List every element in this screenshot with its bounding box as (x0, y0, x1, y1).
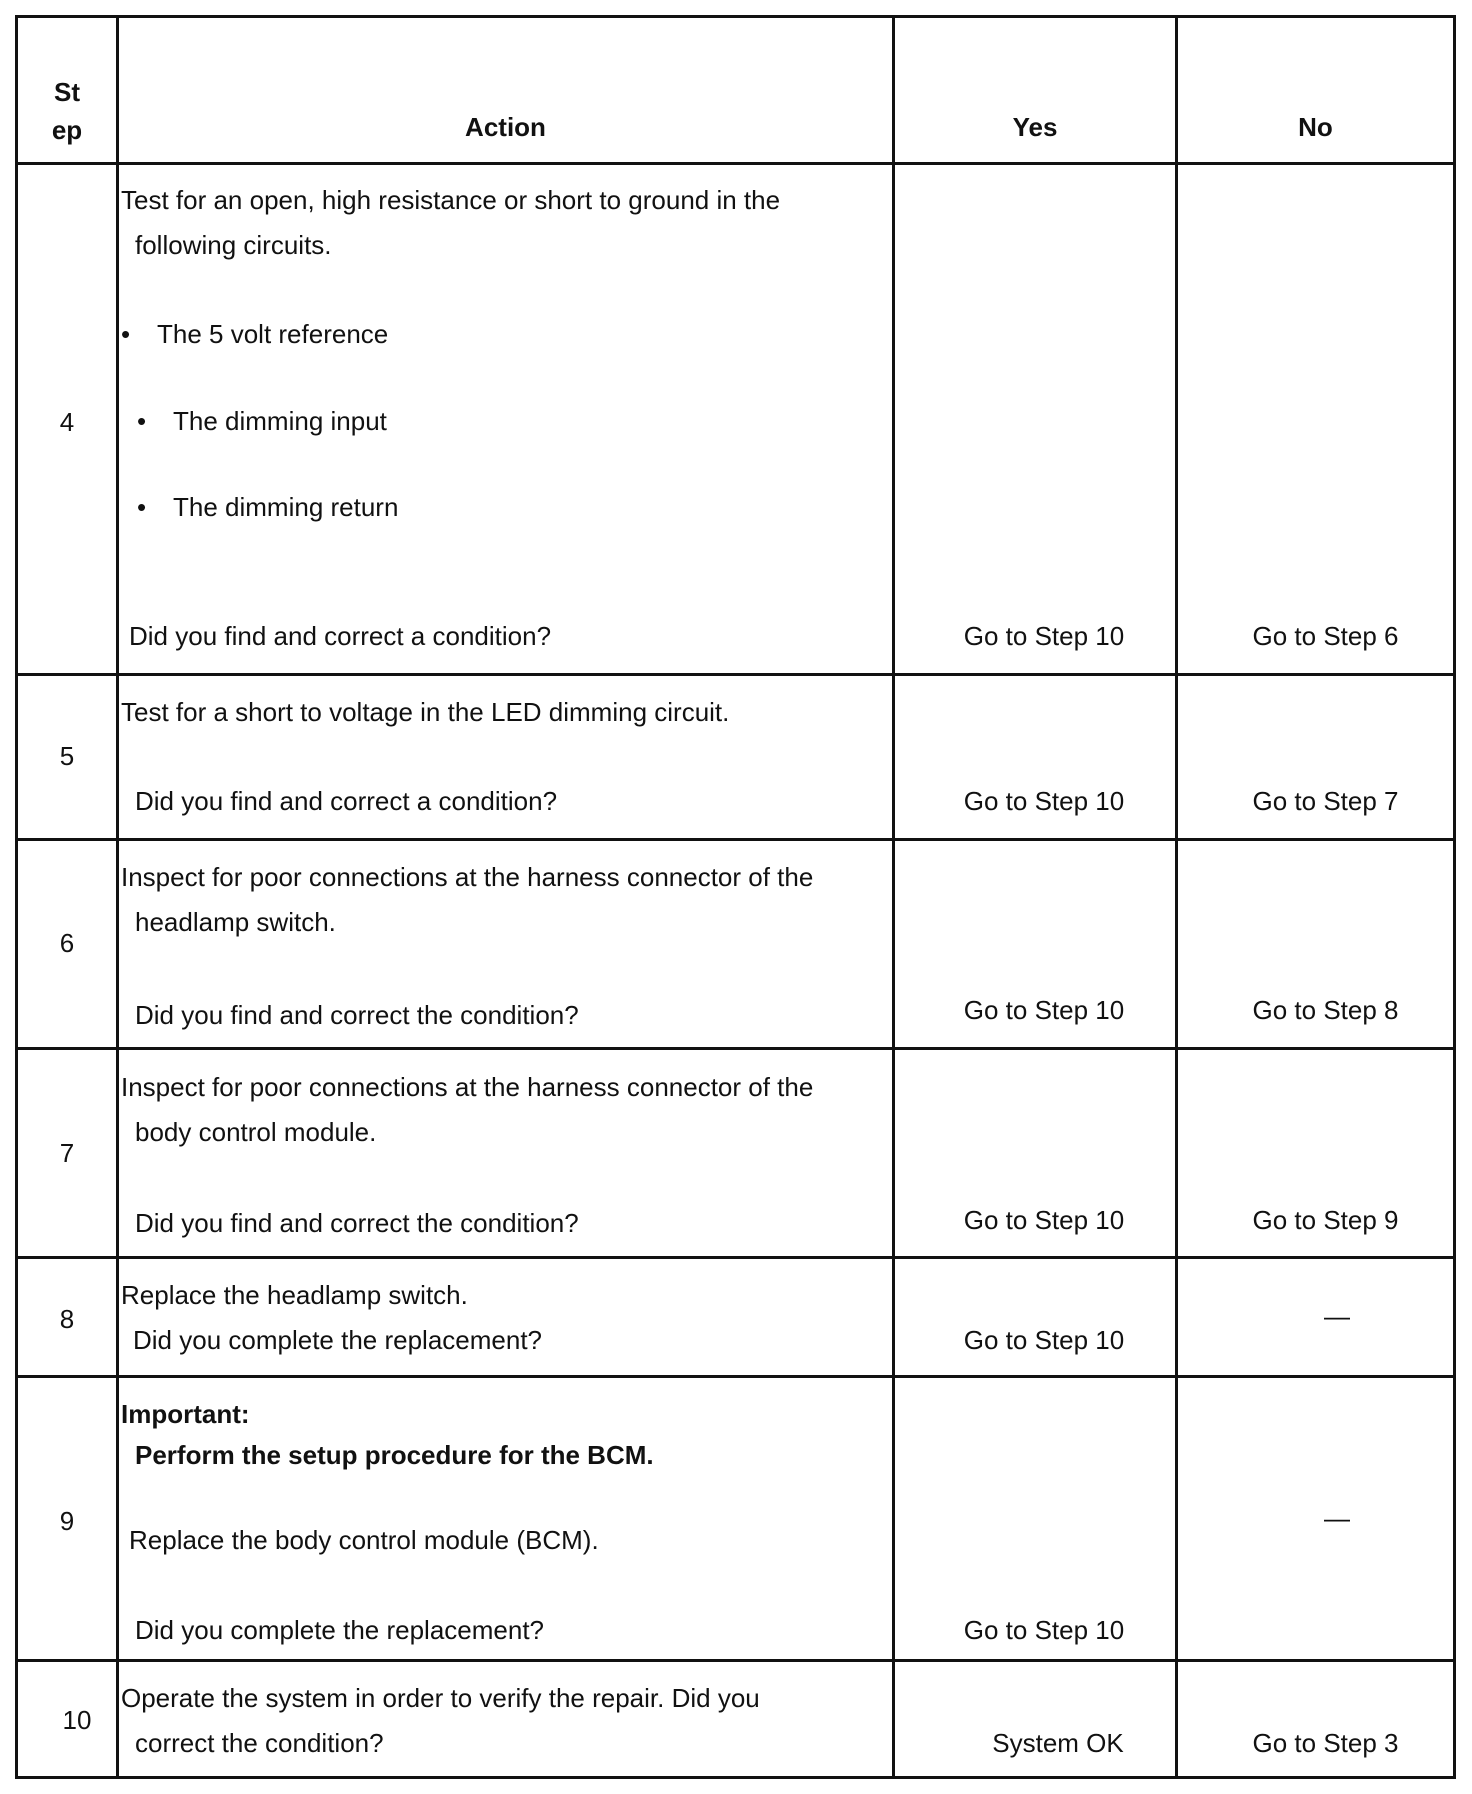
header-yes: Yes (1012, 112, 1058, 142)
action-text: Test for an open, high resistance or short to ground in the (121, 185, 781, 215)
question-text: Did you find and correct a condition? (129, 621, 552, 651)
step-number: 9 (59, 1506, 75, 1536)
bullet-item: The dimming return (173, 492, 399, 522)
yes-result: Go to Step 10 (963, 1615, 1125, 1645)
important-label: Important: (121, 1399, 250, 1429)
question-text: Did you complete the replacement? (135, 1615, 545, 1645)
table-border-top (15, 15, 1456, 18)
bullet-icon: • (137, 492, 147, 522)
no-result: Go to Step 6 (1252, 621, 1399, 651)
action-text: Replace the headlamp switch. (121, 1280, 468, 1310)
action-text: body control module. (135, 1117, 377, 1147)
action-text: headlamp switch. (135, 907, 336, 937)
step-number: 8 (59, 1304, 75, 1334)
action-text: Inspect for poor connections at the harness connector of the (121, 1072, 814, 1102)
action-text: Inspect for poor connections at the harness connector of the (121, 862, 814, 892)
yes-result: Go to Step 10 (963, 1325, 1125, 1355)
bullet-icon: • (137, 406, 147, 436)
row-divider (15, 673, 1456, 676)
action-text: Replace the body control module (BCM). (129, 1525, 599, 1555)
row-divider (15, 1256, 1456, 1259)
yes-result: Go to Step 10 (963, 621, 1125, 651)
action-text: following circuits. (135, 230, 332, 260)
table-border-bottom (15, 1776, 1456, 1779)
header-action: Action (465, 112, 546, 142)
header-step: St ep (51, 77, 83, 145)
step-number: 7 (59, 1138, 75, 1168)
action-text: Test for a short to voltage in the LED dimming circuit. (121, 697, 730, 727)
no-result: Go to Step 3 (1252, 1728, 1399, 1758)
row-divider (15, 162, 1456, 165)
bullet-item: The 5 volt reference (157, 319, 389, 349)
diagnostic-table (15, 15, 1456, 1779)
yes-result: System OK (992, 1728, 1124, 1758)
step-number: 10 (62, 1705, 92, 1735)
yes-result: Go to Step 10 (963, 1205, 1125, 1235)
row-divider (15, 1659, 1456, 1662)
column-divider (116, 15, 119, 1779)
question-text: Did you complete the replacement? (133, 1325, 543, 1355)
no-result: Go to Step 7 (1252, 786, 1399, 816)
question-text: Did you find and correct the condition? (135, 1208, 579, 1238)
step-number: 5 (59, 741, 75, 771)
no-result: Go to Step 9 (1252, 1205, 1399, 1235)
row-divider (15, 1375, 1456, 1378)
no-result: — (1324, 1301, 1350, 1331)
no-result: — (1324, 1503, 1350, 1533)
yes-result: Go to Step 10 (963, 786, 1125, 816)
row-divider (15, 1047, 1456, 1050)
question-text: Did you find and correct the condition? (135, 1000, 579, 1030)
step-number: 6 (59, 928, 75, 958)
action-text: Operate the system in order to verify the repair. Did you (121, 1683, 760, 1713)
question-text: Did you find and correct a condition? (135, 786, 558, 816)
bullet-item: The dimming input (173, 406, 387, 436)
header-no: No (1298, 112, 1333, 142)
step-number: 4 (59, 407, 75, 437)
no-result: Go to Step 8 (1252, 995, 1399, 1025)
bullet-icon: • (121, 319, 131, 349)
yes-result: Go to Step 10 (963, 995, 1125, 1025)
row-divider (15, 838, 1456, 841)
action-text: correct the condition? (135, 1728, 384, 1758)
important-text: Perform the setup procedure for the BCM. (135, 1440, 654, 1470)
column-divider (892, 15, 895, 1779)
